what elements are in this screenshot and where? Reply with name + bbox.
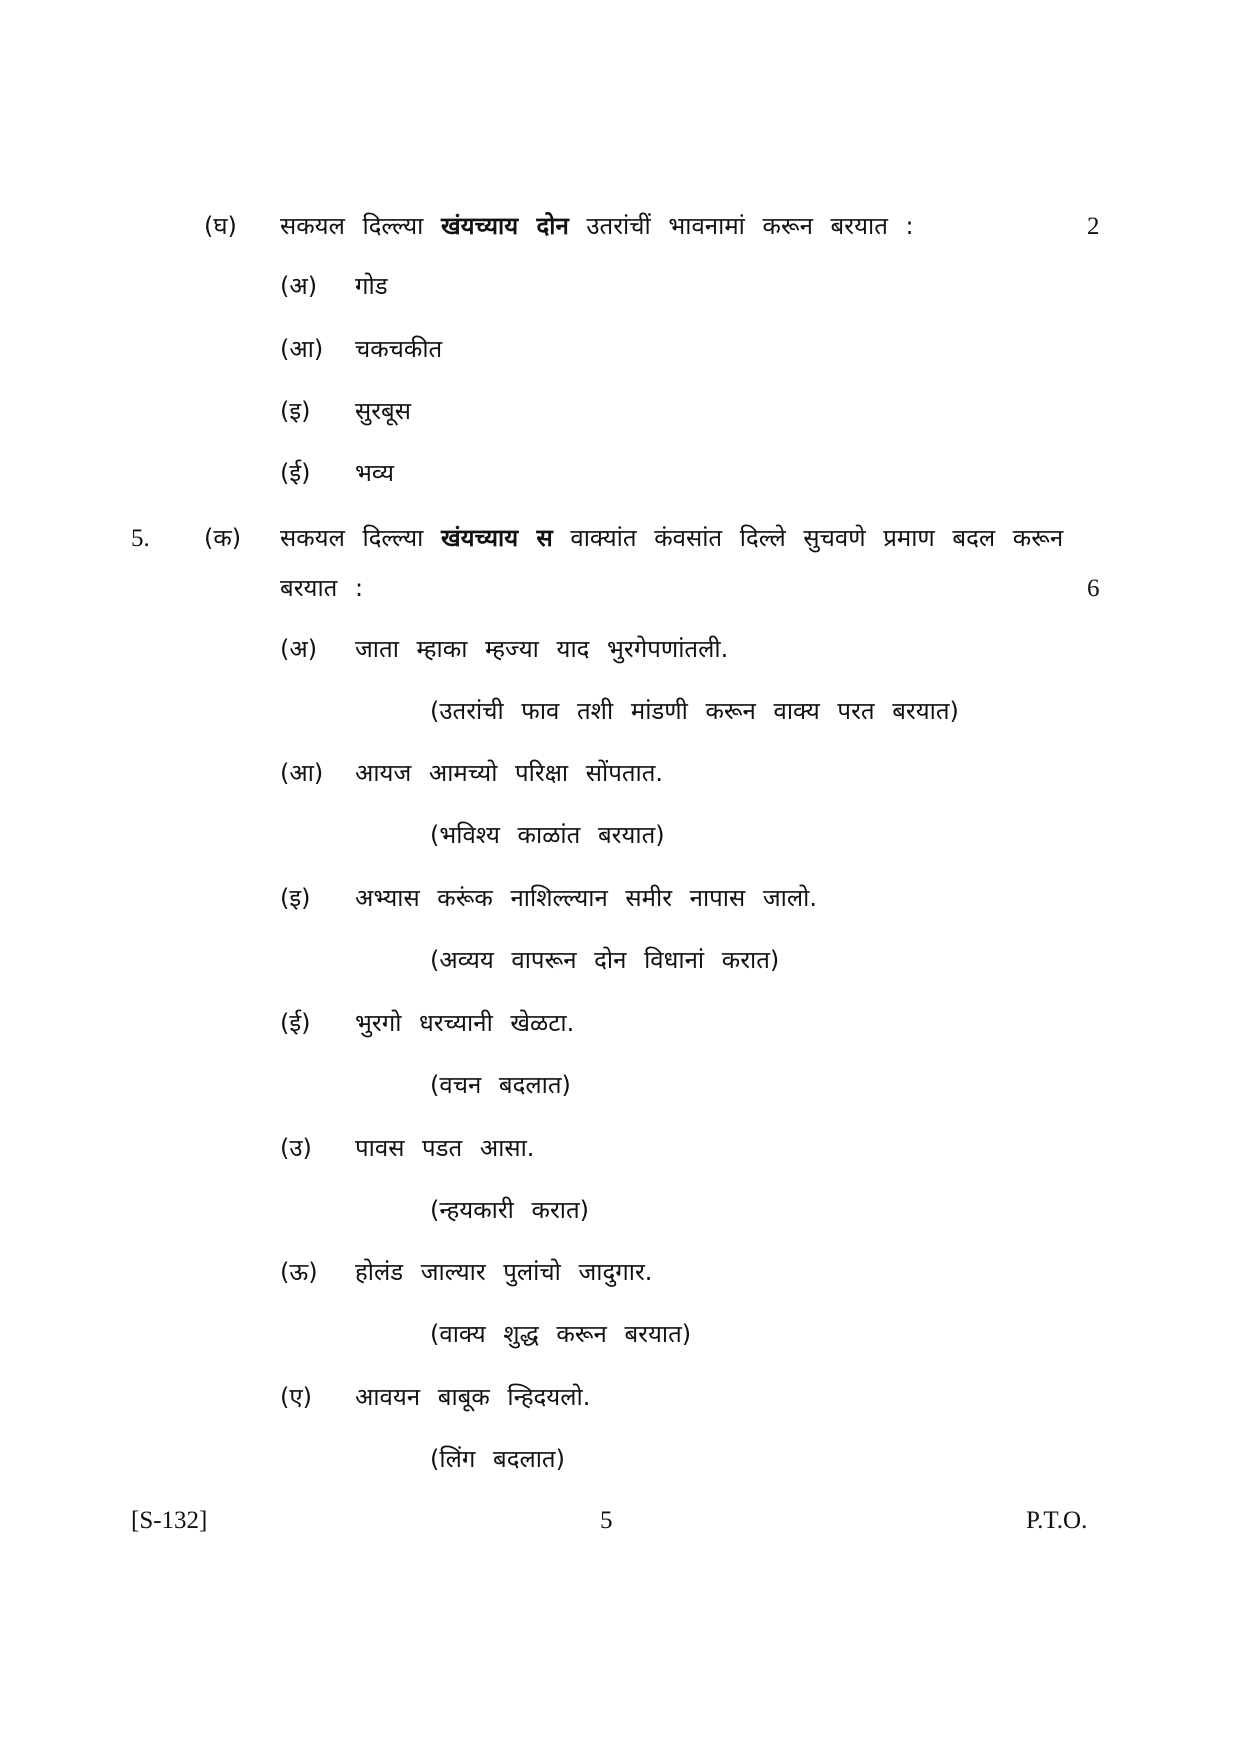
q4-item-label: (आ) — [280, 335, 324, 363]
q5-item-text: आयज आमच्यो परिक्षा सोंपतात. — [355, 759, 664, 787]
q5-item-label: (उ) — [280, 1134, 312, 1162]
q5-text-post: वाक्यांत कंवसांत दिल्ले सुचवणे प्रमाण बदल करून — [570, 524, 1064, 552]
q5-item-hint: (उतरांची फाव तशी मांडणी करून वाक्य परत बरयात) — [430, 697, 959, 725]
q4-gh-text-post: उतरांचीं भावनामां करून बरयात : — [586, 212, 914, 240]
q4-item-text: भव्य — [355, 459, 394, 487]
q4-item-label: (इ) — [280, 397, 311, 425]
q5-item-hint: (लिंग बदलात) — [430, 1445, 565, 1473]
footer-code: [S-132] — [131, 1507, 208, 1534]
q4-item-text: सुरबूस — [355, 397, 411, 425]
q5-item-label: (ई) — [280, 1009, 311, 1037]
q5-item-text: जाता म्हाका म्हज्या याद भुरगेपणांतली. — [355, 635, 729, 663]
q5-item-hint: (वचन बदलात) — [430, 1071, 571, 1099]
q4-gh-instruction — [280, 214, 914, 238]
q5-text-pre: सकयल दिल्ल्या — [280, 524, 424, 552]
q5-item-label: (अ) — [280, 635, 318, 663]
q4-item-label: (अ) — [280, 272, 318, 300]
q4-gh-label: (घ) — [204, 212, 237, 240]
q4-item-text: चकचकीत — [355, 335, 443, 363]
q5-item-hint: (भविश्य काळांत बरयात) — [430, 821, 665, 849]
q5-item-label: (इ) — [280, 884, 311, 912]
q5-item-hint: (अव्यय वापरून दोन विधानां करात) — [430, 946, 780, 974]
q5-item-text: आवयन बाबूक न्हिदयलो. — [355, 1383, 591, 1411]
q5-item-text: होलंड जाल्यार पुलांचो जादुगार. — [355, 1258, 653, 1286]
footer-page-number: 5 — [600, 1507, 613, 1534]
q5-instruction — [280, 526, 1063, 550]
q5-item-hint: (वाक्य शुद्ध करून बरयात) — [430, 1320, 692, 1348]
q5-text-bold: खंयच्याय स — [441, 524, 553, 552]
q5-item-text: अभ्यास करूंक नाशिल्ल्यान समीर नापास जालो. — [355, 884, 818, 912]
q5-text-line2: बरयात : — [280, 574, 364, 602]
q4-gh-marks: 2 — [1087, 213, 1100, 240]
q4-item-label: (ई) — [280, 459, 311, 487]
q4-gh-text-bold: खंयच्याय दोन — [441, 212, 569, 240]
q5-item-label: (ऊ) — [280, 1258, 318, 1286]
q5-item-hint: (न्हयकारी करात) — [430, 1196, 590, 1224]
q4-item-text: गोड — [355, 272, 388, 300]
q5-marks: 6 — [1087, 575, 1100, 602]
q5-item-text: पावस पडत आसा. — [355, 1134, 535, 1162]
footer-pto: P.T.O. — [1026, 1507, 1088, 1534]
q5-item-text: भुरगो धरच्यानी खेळटा. — [355, 1009, 575, 1037]
q5-item-label: (ए) — [280, 1383, 312, 1411]
q5-number: 5. — [131, 525, 150, 552]
q5-label: (क) — [204, 524, 242, 552]
q5-item-label: (आ) — [280, 759, 324, 787]
q4-gh-text-pre: सकयल दिल्ल्या — [280, 212, 424, 240]
